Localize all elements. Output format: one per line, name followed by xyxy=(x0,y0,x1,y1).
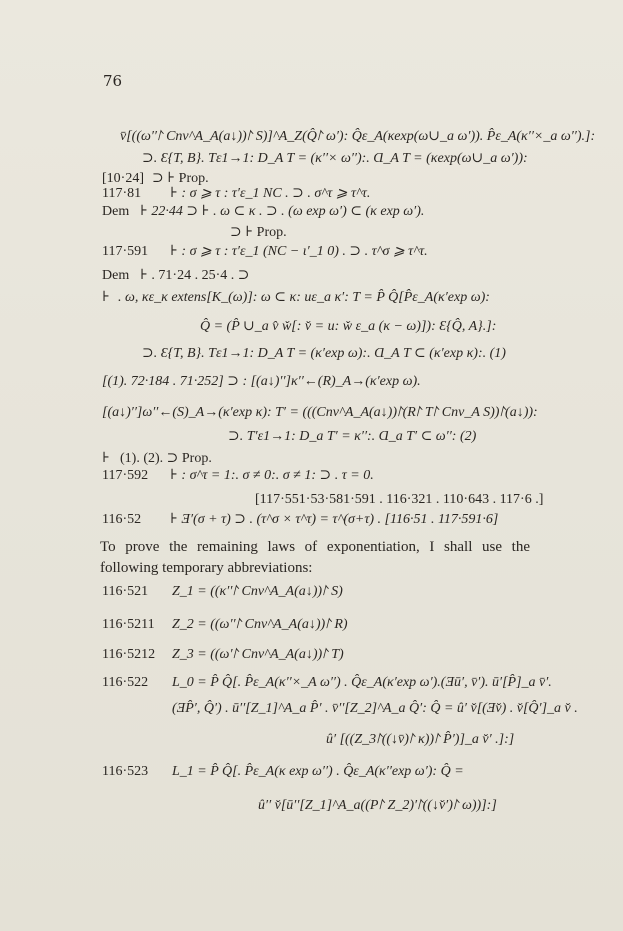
line-number: 116·5211 xyxy=(102,617,155,632)
line-number: 116·521 xyxy=(102,584,149,599)
page-number: 76 xyxy=(103,72,123,90)
line-number: 116·523 xyxy=(102,764,149,779)
paragraph-text: To prove the remaining laws of exponentiation, I shall use the following temporary abbreviations: xyxy=(100,539,530,576)
line-number: ⊦ xyxy=(102,451,110,466)
line-number: 116·52 xyxy=(102,512,142,527)
line-number: 116·522 xyxy=(102,675,149,690)
line-number: [10·24] xyxy=(102,171,144,186)
line-number: 116·5212 xyxy=(102,647,156,662)
book-page: 76 v̄[((ω′′⨡ Cnv^A_A(a↓))⨡ S)]^A_Z(Q̂⨡ ω′): Q̂ε_A(κexp(ω∪_a ω′)). P̂ε_A(κ′′×_a ω′′).]: ⊃. Ɛ{T, B}. Tε1→1: D_A T = (κ′′× ω′′):. Ɑ_A T = (κexp(ω∪_a ω′)): [10·24] ⊃ ⊦ Prop. 117·81 ⊦ : σ ⩾ τ : τ′ε_1 NC . ⊃ . σ^τ ⩾ τ^τ. Dem ⊦ 22·44 ⊃ ⊦ . ω ⊂ κ . ⊃ . (ω exp ω′) ⊂ (κ exp ω′). ⊃ ⊦ Prop. 117·591 ⊦ : σ ⩾ τ : τ′ε_1 (NC − ι′_1 0) . ⊃ . τ^σ ⩾ τ^τ. Dem ⊦ . 71·24 . 25·4 . ⊃ ⊦ . ω, κε_κ extens[K_(ω)]: ω ⊂ κ: uε_a κ′: T = P̂ Q̂[P̂ε_A(κ′exp ω): Q̂ = (P̂ ∪_a v̂ w̌[: v̌ = u: w̌ ε_a (κ − ω)]): Ɛ{Q̂, A}.]: ⊃. Ɛ{T, B}. Tε1→1: D_A T = (κ′exp ω):. Ɑ_A T ⊂ (κ′exp κ):. (1) [(1). 72·184 . 71·252] ⊃ : [(a↓)′′]κ′′←(R)_A→(κ′exp ω). [(a↓)′′]ω′′←(S)_A→(κ′exp κ): T′ = (((Cnv^A_A(a↓))⨡(R⨡ T⨡ Cnv_A S))⨡(a↓)): ⊃. T′ε1→1: D_a T′ = κ′′:. Ɑ_a T′ ⊂ ω′′: (2) ⊦ (1). (2). ⊃ Prop. 117·592 ⊦ : σ^τ = 1:. σ ≠ 0:. σ ≠ 1: ⊃ . τ = 0. [117·551·53·581·591 . 116·321 . 110·643 . 117·6 .] 116·52 ⊦ Ǝ′(σ + τ) ⊃ . (τ^σ × τ^τ) = τ^(σ+τ) . [116·51 . 117·591·6] To prove the remaining laws of exponentiation, I shall use the following temporary abbreviations: 116·521 Z_1 = ((κ′′⨡ Cnv^A_A(a↓))⨡ S) 116·5211 Z_2 = ((ω′′⨡ Cnv^A_A(a↓))⨡ R) 116·5212 Z_3 = ((ω′⨡ Cnv^A_A(a↓))⨡ T) 116·522 L_0 = P̂ Q̂[. P̂ε_A(κ′′×_A ω′′) . Q̂ε_A(κ′exp ω′).(Ǝū′, v̄′). ū′[P̂]_a v̄′. (ƎP̂′, Q̂′) . ū′′[Z_1]^A_a P̂′ . v̄′′[Z_2]^A_a Q̂′: Q̂ = û′ v̌[(Ǝv̌) . v̌[Q̂′]_a v̌ . û′ [((Z_3⨡((↓v̄)⨡ κ))⨡ P̂′)]_a v̌′ .]:] 116·523 L_1 = P̂ Q̂[. P̂ε_A(κ exp ω′′) . Q̂ε_A(κ′′exp ω′): Q̂ = û′′ v̌[ū′′[Z_1]^A_a((P⨡ Z_2)′⨡((↓v̌′)⨡ ω))]:] xyxy=(0,0,623,931)
line-number: 117·591 xyxy=(102,244,149,259)
line-number: ⊦ xyxy=(102,290,110,305)
line-number: 117·592 xyxy=(102,468,149,483)
line-number: Dem xyxy=(102,268,130,283)
line-number: Dem xyxy=(102,204,130,219)
line-number: 117·81 xyxy=(102,186,142,201)
